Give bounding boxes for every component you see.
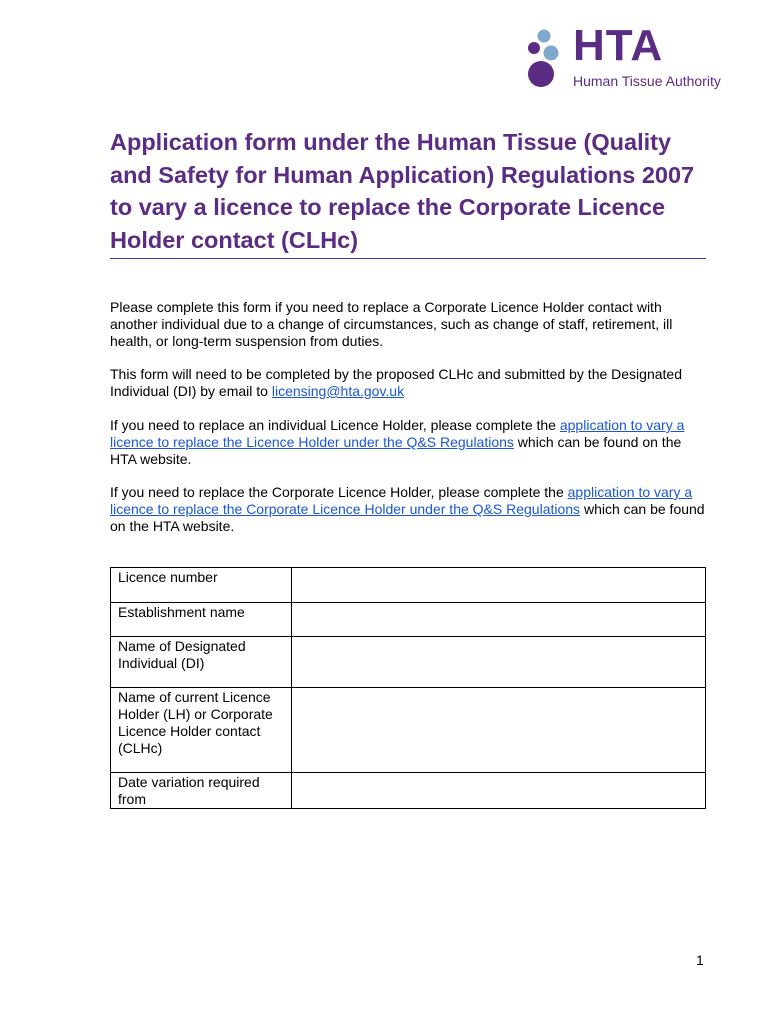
licence-number-label: Licence number <box>111 568 292 603</box>
table-row <box>111 688 706 773</box>
establishment-name-label: Establishment name <box>111 603 292 637</box>
designated-individual-field[interactable] <box>292 637 706 688</box>
table-row <box>111 637 706 688</box>
table-row <box>111 603 706 637</box>
establishment-name-field[interactable] <box>292 603 706 637</box>
licensing-email-link[interactable]: licensing@hta.gov.uk <box>271 383 405 399</box>
replace-licence-holder-link[interactable]: application to vary a licence to replace the Licence Holder under the Q&S Regulations <box>110 417 685 450</box>
logo-subtitle: Human Tissue Authority <box>573 73 721 89</box>
licence-details-table <box>110 567 706 809</box>
table-row <box>111 773 706 809</box>
lh-text-after: which can be found on the HTA website. <box>110 434 682 467</box>
lh-text-before: If you need to replace an individual Licence Holder, please complete the <box>110 417 560 433</box>
page-number: 1 <box>696 952 704 968</box>
intro-paragraph: Please complete this form if you need to replace a Corporate Licence Holder contact with another individual due to a change of circumstances, such as change of staff, retirement, ill health, or long-term suspension from duties. <box>110 299 673 349</box>
logo-dots-icon <box>527 28 575 90</box>
current-licence-holder-field[interactable] <box>292 688 706 773</box>
licence-number-field[interactable] <box>292 568 706 603</box>
submission-text: This form will need to be completed by the proposed CLHc and submitted by the Designated Individual (DI) by email to <box>110 366 682 399</box>
designated-individual-label: Name of Designated Individual (DI) <box>111 637 292 688</box>
page-title: Application form under the Human Tissue (Quality and Safety for Human Application) Regulations 2007 to vary a licence to replace the Corporate Licence Holder contact (CLHc) <box>110 129 695 253</box>
hta-logo <box>527 21 737 94</box>
corporate-licence-holder-paragraph <box>110 484 710 535</box>
clh-text-after: which can be found on the HTA website. <box>110 501 705 534</box>
licence-holder-paragraph <box>110 417 710 468</box>
date-variation-field[interactable] <box>292 773 706 809</box>
replace-corporate-licence-holder-link[interactable]: application to vary a licence to replace the Corporate Licence Holder under the Q&S Regulations <box>110 484 693 517</box>
logo-wordmark: HTA <box>573 21 664 70</box>
clh-text-before: If you need to replace the Corporate Licence Holder, please complete the <box>110 484 568 500</box>
submission-paragraph <box>110 366 710 400</box>
date-variation-label: Date variation required from <box>111 773 292 809</box>
current-licence-holder-label: Name of current Licence Holder (LH) or Corporate Licence Holder contact (CLHc) <box>111 688 292 773</box>
table-row <box>111 568 706 603</box>
title-divider <box>110 258 706 259</box>
